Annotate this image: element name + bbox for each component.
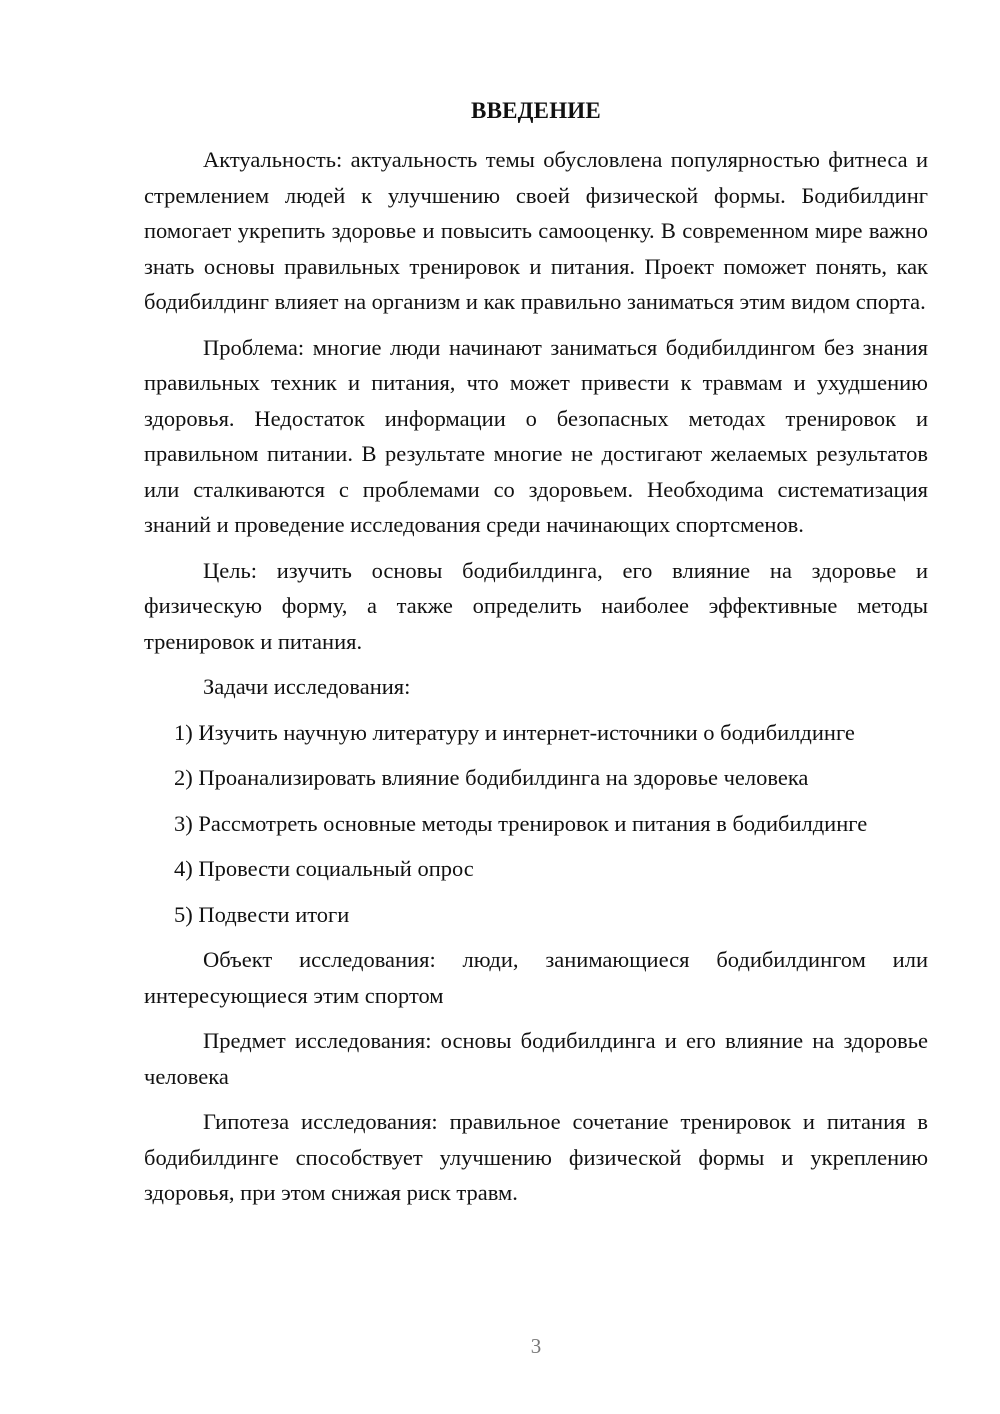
tasks-heading: Задачи исследования: bbox=[203, 674, 411, 699]
document-body bbox=[144, 142, 928, 1221]
relevance-paragraph: Актуальность: актуальность темы обусловлена популярностью фитнеса и стремлением людей к улучшению своей физической формы. Бодибилдинг помогает укрепить здоровье и повысить самооценку. В современном мире важно знать основы правильных тренировок и питания. Проект поможет понять, как бодибилдинг влияет на организм и как правильно заниматься этим видом спорта. bbox=[144, 147, 928, 314]
task-item: 4) Провести социальный опрос bbox=[174, 856, 474, 881]
problem-paragraph: Проблема: многие люди начинают заниматься бодибилдингом без знания правильных техник и питания, что может привести к травмам и ухудшению здоровья. Недостаток информации о безопасных методах тренировок и правильном питании. В результате многие не достигают желаемых результатов или сталкиваются с проблемами со здоровьем. Необходима систематизация знаний и проведение исследования среди начинающих спортсменов. bbox=[144, 334, 928, 537]
goal-paragraph: Цель: изучить основы бодибилдинга, его влияние на здоровье и физическую форму, а также определить наиболее эффективные методы тренировок и питания. bbox=[144, 557, 928, 654]
object-paragraph: Объект исследования: люди, занимающиеся бодибилдингом или интересующиеся этим спортом bbox=[144, 947, 928, 1008]
subject-paragraph: Предмет исследования: основы бодибилдинга и его влияние на здоровье человека bbox=[144, 1028, 928, 1089]
task-item: 3) Рассмотреть основные методы тренировок и питания в бодибилдинге bbox=[174, 810, 868, 836]
hypothesis-paragraph: Гипотеза исследования: правильное сочетание тренировок и питания в бодибилдинге способствует улучшению физической формы и укреплению здоровья, при этом снижая риск травм. bbox=[144, 1109, 928, 1205]
page-title: ВВЕДЕНИЕ bbox=[471, 98, 601, 123]
page-number: 3 bbox=[530, 1334, 542, 1358]
task-item: 1) Изучить научную литературу и интернет-источники о бодибилдинге bbox=[174, 719, 855, 745]
task-item: 5) Подвести итоги bbox=[174, 901, 350, 927]
task-item: 2) Проанализировать влияние бодибилдинга на здоровье человека bbox=[174, 765, 809, 790]
